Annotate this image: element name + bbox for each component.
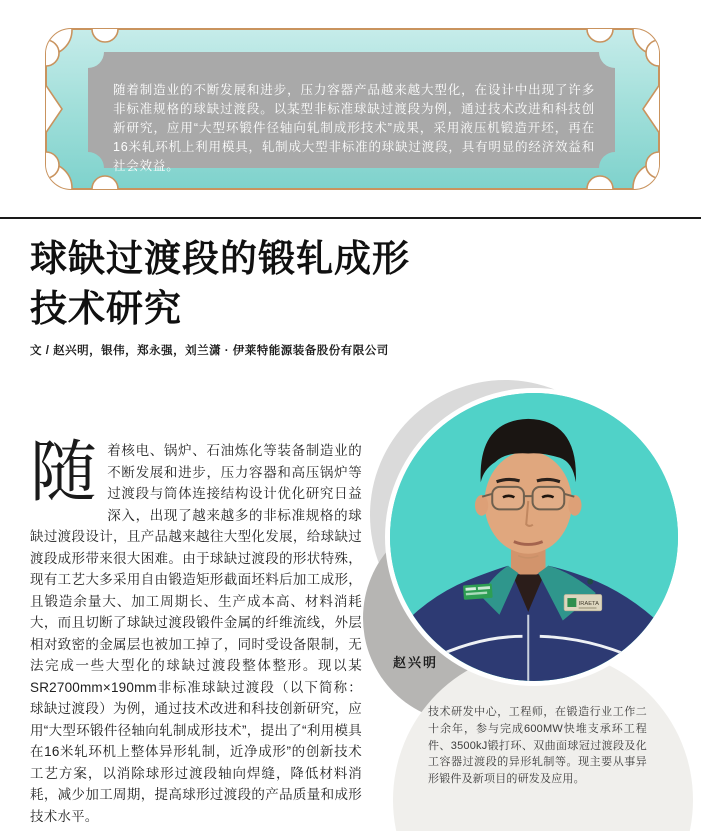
body-text: 着核电、锅炉、石油炼化等装备制造业的不断发展和进步，压力容器和高压锅炉等过渡段与筒体连接结构设计优化研究日益深入，出现了越来越多的非标准规格的球缺过渡段设计，且产品越来越往大型化发展，给球缺过渡段成形带来很大困难。由于球缺过渡段的形状特殊，现有工艺大多采用自由锻造矩形截面坯料后加工成形，且锻造余量大、加工周期长、生产成本高、材料消耗大，而且切断了球缺过渡段锻件金属的纤维流线，外层相对致密的金属层也被加工掉了，同时受设备限制，无法完成一些大型化的球缺过渡段整体整形。现以某SR2700mm×190mm非标准球缺过渡段（以下简称：球缺过渡段）为例，通过技术改进和科技创新研究，应用“大型环锻件径轴向轧制成形技术”，提出了“利用模具在16米轧环机上整体异形轧制，近净成形”的创新技术工艺方案，以消除球形过渡段轴向焊缝，降低材料消耗，减少加工周期，提高球形过渡段的产品质量和成形技术水平。 [30,443,362,824]
collar-snap [587,579,593,585]
eye-left [503,496,515,497]
brand-patch [564,595,601,611]
title-line-1: 球缺过渡段的锻轧成形 [30,238,410,279]
author-bio: 技术研发中心，工程师，在锻造行业工作二十余年，参与完成600MW快堆支承环工程件、3500kJ锻打环、双曲面球冠过渡段及化工容器过渡段的异形轧制等。现主要从事异形锻件及新项目的研发及应用。 [428,706,647,786]
body-paragraph [30,435,362,827]
portrait-man-illustration [390,393,678,681]
ear-right [568,495,581,516]
portrait-photo [385,388,683,686]
brand-patch-label: IRAETA [578,600,599,607]
byline: 文 / 赵兴明，银伟，郑永强，刘兰潇 · 伊莱特能源装备股份有限公司 [30,345,389,357]
title-line-2: 技术研究 [30,288,182,329]
eye-right [542,496,554,497]
article-title [30,234,550,334]
abstract-text: 随着制造业的不断发展和进步，压力容器产品越来越大型化，在设计中出现了许多非标准规格的球缺过渡段。以某型非标准球缺过渡段为例，通过技术改进和科技创新研究，应用“大型环锻件径轴向轧制成形技术”成果，采用液压机锻造开坯，再在16米轧环机上利用模具，轧制成大型非标准的球缺过渡段，具有明显的经济效益和社会效益。 [113,83,595,173]
drop-cap: 随 [30,435,98,510]
name-badge [463,583,493,599]
ear-left [475,495,488,516]
author-name-label: 赵兴明 [393,655,439,670]
section-divider [0,217,701,219]
